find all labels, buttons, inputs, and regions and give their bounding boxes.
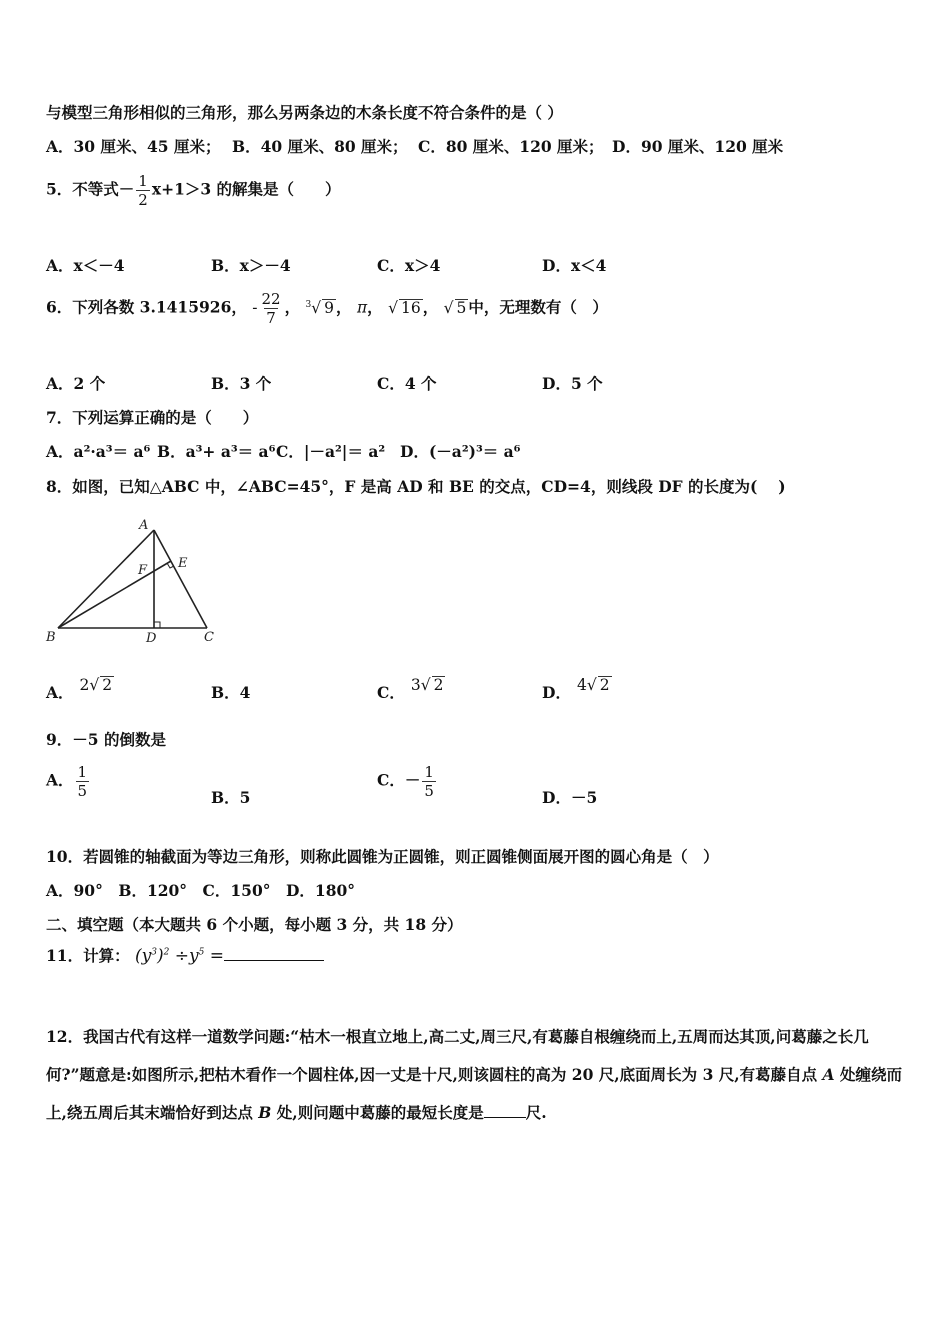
q6-frac-den: 7 bbox=[266, 309, 276, 327]
q11-prefix: 11．计算： bbox=[46, 946, 130, 965]
q4-option-a: A．30 厘米、45 厘米； bbox=[46, 137, 221, 156]
q5-suffix: x+1＞3 的解集是（ ） bbox=[151, 179, 341, 199]
q11-base: y bbox=[141, 946, 152, 966]
q6-frac-num: 22 bbox=[261, 290, 281, 308]
q8-opt-d-label: D． bbox=[542, 683, 571, 702]
question-10: 10．若圆锥的轴截面为等边三角形，则称此圆锥为正圆锥，则正圆锥侧面展开图的圆心角是（ ） bbox=[46, 847, 719, 866]
q6-option-b: B．3 个 bbox=[211, 374, 272, 393]
q12-text-1: 12．我国古代有这样一道数学问题:“枯木一根直立地上,高二丈,周三尺,有葛藤自根缠绕而上,五周而达其顶,问葛藤之长几何?”题意是:如图所示,把枯木看作一个圆柱体,因一丈是十尺,则该圆柱的高为 20 尺,底面周长为 3 尺,有葛藤自点 bbox=[46, 1027, 869, 1084]
q6-suffix: 中，无理数有（ ） bbox=[468, 297, 608, 317]
q6-sqrt16-radicand: 16 bbox=[400, 298, 421, 317]
q8-option-d: D． 4√ 2 bbox=[542, 676, 610, 702]
q8-opt-c-label: C． bbox=[377, 683, 405, 702]
q9-opt-a-label: A． bbox=[46, 770, 74, 790]
label-d: D bbox=[146, 631, 157, 646]
q6-sqrt5-radicand: 5 bbox=[456, 298, 467, 317]
q5-prefix: 5．不等式－ bbox=[46, 179, 135, 199]
q12-text-3: 处,则问题中葛藤的最短长度是 bbox=[271, 1103, 484, 1122]
q5-frac-num: 1 bbox=[138, 172, 148, 190]
question-7: 7．下列运算正确的是（ ） bbox=[46, 408, 259, 427]
q9-opt-c-frac bbox=[422, 763, 436, 800]
q6-pi: π bbox=[356, 298, 368, 317]
q11-inner-exp: 3 bbox=[151, 947, 157, 958]
label-b: B bbox=[46, 630, 56, 645]
q12-answer-blank[interactable] bbox=[484, 1103, 526, 1118]
q4-option-c: C．80 厘米、120 厘米； bbox=[418, 137, 604, 156]
q9-option-b: B．5 bbox=[211, 788, 251, 807]
q11-eq: = bbox=[209, 946, 224, 966]
question-12 bbox=[46, 1018, 908, 1132]
question-8: 8．如图，已知△ABC 中，∠ABC=45°，F 是高 AD 和 BE 的交点，CD=4，则线段 DF 的长度为( ) bbox=[46, 477, 786, 496]
question-9: 9．－5 的倒数是 bbox=[46, 730, 166, 749]
q9-opt-a-frac bbox=[76, 763, 90, 800]
q8-opt-d-coef: 4 bbox=[576, 676, 587, 694]
q5-option-b: B．x＞－4 bbox=[211, 256, 291, 275]
q6-sep-4: ， bbox=[422, 297, 439, 317]
q6-option-c: C．4 个 bbox=[377, 374, 437, 393]
q8-opt-a-label: A． bbox=[46, 683, 74, 702]
q9-opt-c-den: 5 bbox=[424, 782, 434, 800]
q6-sep-2: ， bbox=[336, 297, 352, 317]
q6-cbrt-radicand: 9 bbox=[324, 298, 335, 317]
q9-opt-c-label: C．－ bbox=[377, 770, 421, 790]
q12-text-2: 处缠绕而上,绕五周后其末端恰好到达点 bbox=[46, 1065, 902, 1122]
q6-minus: - bbox=[252, 298, 258, 317]
q7-option-d: D．(－a²)³＝ a⁶ bbox=[400, 442, 521, 461]
q9-opt-a-num: 1 bbox=[77, 763, 88, 781]
q7-option-c: C．|－a²|＝ a² bbox=[276, 442, 386, 461]
q11-div-exp: 5 bbox=[198, 947, 205, 958]
q8-option-a: A． 2√ 2 bbox=[46, 676, 113, 702]
q8-opt-c-rad: 2 bbox=[433, 676, 444, 694]
q4-tail-text: 与模型三角形相似的三角形，那么另两条边的木条长度不符合条件的是（ ） bbox=[46, 103, 563, 122]
q12-point-b: B bbox=[258, 1103, 272, 1122]
label-e: E bbox=[178, 556, 188, 571]
q7-option-b: B．a³+ a³＝ a⁶ bbox=[157, 442, 276, 461]
question-5 bbox=[46, 172, 341, 209]
q7-option-a: A．a²·a³＝ a⁶ bbox=[46, 442, 151, 461]
label-c: C bbox=[204, 630, 214, 645]
q10-options: A．90° B．120° C．150° D．180° bbox=[46, 881, 356, 900]
q5-option-d: D．x＜4 bbox=[542, 256, 607, 275]
q12-text-4: 尺. bbox=[525, 1103, 547, 1122]
q6-sqrt16: √ 16 bbox=[388, 298, 421, 317]
q6-sep-1: ， bbox=[284, 297, 301, 317]
q9-opt-a-den: 5 bbox=[77, 782, 88, 800]
q9-option-a bbox=[46, 763, 91, 800]
q4-option-b: B．40 厘米、80 厘米； bbox=[232, 137, 408, 156]
q11-answer-blank[interactable] bbox=[224, 946, 324, 961]
q5-option-a: A．x＜－4 bbox=[46, 256, 125, 275]
question-11 bbox=[46, 944, 324, 966]
q8-opt-d-rad: 2 bbox=[599, 676, 610, 694]
q11-div: ÷y bbox=[174, 946, 199, 966]
section-2-title: 二、填空题（本大题共 6 个小题，每小题 3 分，共 18 分） bbox=[46, 915, 463, 934]
label-f: F bbox=[138, 563, 148, 578]
q6-sep-3: ， bbox=[367, 297, 383, 317]
q6-option-a: A．2 个 bbox=[46, 374, 106, 393]
label-a: A bbox=[139, 518, 149, 533]
side-ac bbox=[154, 530, 207, 628]
triangle-figure bbox=[44, 515, 224, 650]
q8-option-b: B．4 bbox=[211, 683, 251, 702]
q8-opt-a-coef: 2 bbox=[79, 676, 90, 694]
q5-frac-den: 2 bbox=[138, 191, 148, 209]
q6-prefix: 6．下列各数 3.1415926， bbox=[46, 297, 247, 317]
q9-opt-c-num: 1 bbox=[424, 763, 434, 781]
q6-fraction bbox=[260, 290, 283, 327]
q8-opt-c-coef: 3 bbox=[410, 676, 421, 694]
q6-option-d: D．5 个 bbox=[542, 374, 603, 393]
q6-sqrt5: √ 5 bbox=[443, 298, 467, 317]
q9-option-c bbox=[377, 763, 438, 800]
question-6 bbox=[46, 290, 608, 327]
q5-fraction bbox=[136, 172, 150, 209]
q5-option-c: C．x＞4 bbox=[377, 256, 441, 275]
q6-cbrt-index: 3 bbox=[305, 299, 312, 310]
q6-cbrt: $^3$√ 9 bbox=[305, 298, 335, 317]
q9-option-d: D．－5 bbox=[542, 788, 598, 807]
q8-option-c: C． 3√ 2 bbox=[377, 676, 444, 702]
q11-expression: $(y^3)^2 \div y^5$ = bbox=[134, 946, 224, 966]
q11-outer-exp: 2 bbox=[163, 947, 170, 958]
right-angle-d bbox=[154, 622, 160, 628]
q8-opt-a-rad: 2 bbox=[102, 676, 113, 694]
q12-point-a: A bbox=[822, 1065, 835, 1084]
q4-option-d: D．90 厘米、120 厘米 bbox=[612, 137, 784, 156]
